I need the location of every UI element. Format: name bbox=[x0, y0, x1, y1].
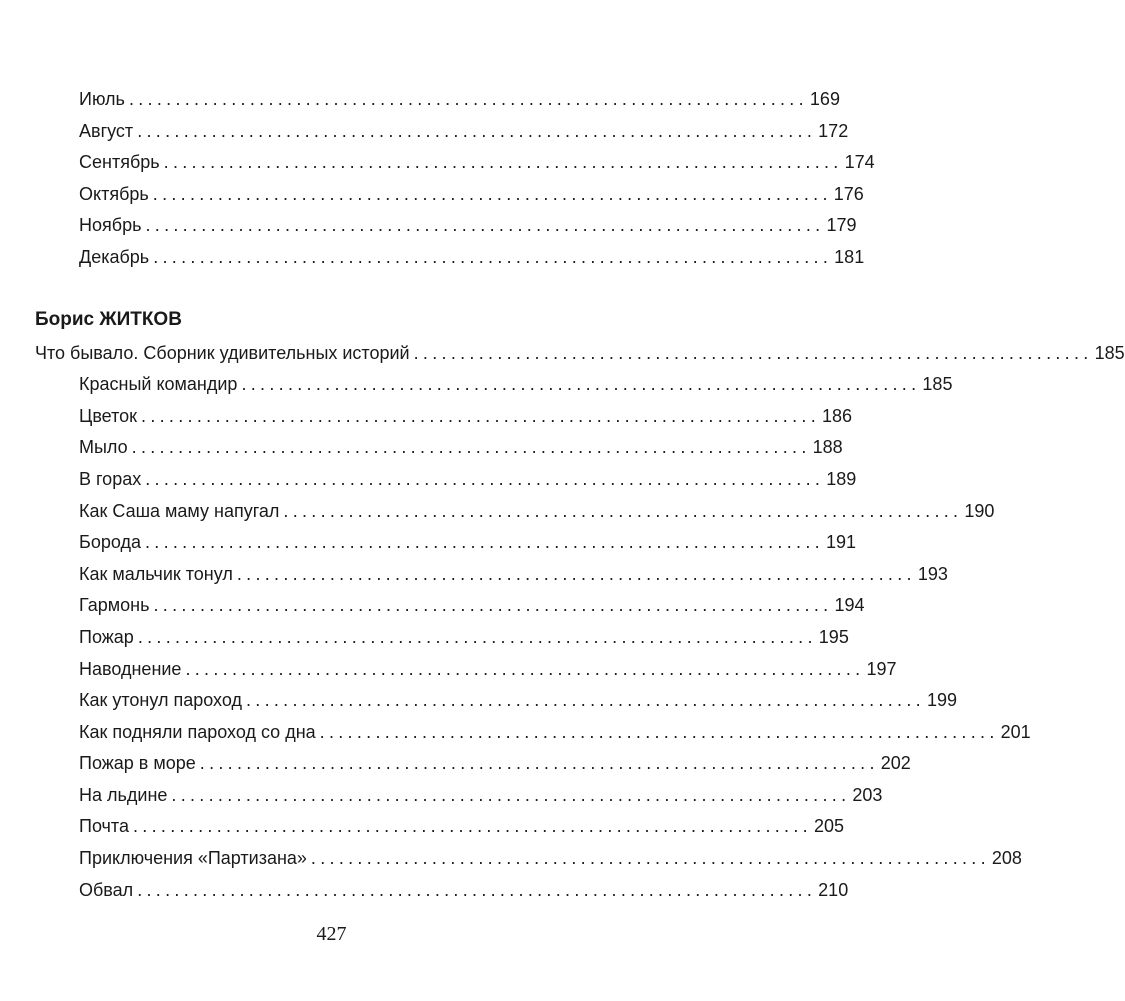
toc-entry-page: 201 bbox=[1000, 722, 1031, 742]
dot-leader: ......................................................................... bbox=[132, 816, 812, 836]
toc-entry-title: Что бывало. Сборник удивительных историй bbox=[35, 343, 410, 363]
page-number: 427 bbox=[316, 923, 347, 945]
toc-entry-page: 208 bbox=[991, 848, 1022, 868]
toc-entry[interactable] bbox=[79, 370, 953, 398]
toc-entry-title: Как Саша маму напугал bbox=[79, 501, 280, 521]
toc-entry-page: 189 bbox=[826, 469, 857, 489]
toc-collection-entry[interactable] bbox=[35, 339, 1125, 367]
toc-entry-page: 202 bbox=[880, 753, 911, 773]
dot-leader: ......................................................................... bbox=[131, 437, 811, 457]
toc-entry[interactable] bbox=[79, 560, 948, 588]
dot-leader: ......................................................................... bbox=[163, 152, 843, 172]
dot-leader: ......................................................................... bbox=[153, 595, 833, 615]
dot-leader: ......................................................................... bbox=[171, 785, 851, 805]
dot-leader: ......................................................................... bbox=[145, 469, 825, 489]
toc-entry-page: 203 bbox=[852, 785, 883, 805]
toc-entry[interactable] bbox=[79, 686, 957, 714]
toc-entry-title: Почта bbox=[79, 816, 129, 836]
toc-entry[interactable] bbox=[79, 528, 856, 556]
toc-entry[interactable] bbox=[79, 433, 843, 461]
toc-entry-page: 197 bbox=[866, 659, 897, 679]
toc-entry[interactable] bbox=[79, 718, 1031, 746]
toc-entry-title: Гармонь bbox=[79, 595, 150, 615]
toc-entry-title: На льдине bbox=[79, 785, 168, 805]
toc-entry[interactable] bbox=[79, 117, 849, 145]
toc-entry[interactable] bbox=[79, 465, 857, 493]
toc-entry[interactable] bbox=[79, 844, 1022, 872]
toc-entry-title: Обвал bbox=[79, 880, 134, 900]
toc-entry[interactable] bbox=[79, 402, 853, 430]
toc-entry-title: В горах bbox=[79, 469, 142, 489]
toc-entry-page: 195 bbox=[818, 627, 849, 647]
toc-entry[interactable] bbox=[79, 148, 875, 176]
toc-entry-title: Декабрь bbox=[79, 247, 150, 267]
toc-entry-page: 181 bbox=[834, 247, 865, 267]
dot-leader: ......................................................................... bbox=[137, 627, 817, 647]
dot-leader: ......................................................................... bbox=[241, 374, 921, 394]
toc-entry-title: Приключения «Партизана» bbox=[79, 848, 307, 868]
toc-entry[interactable] bbox=[79, 85, 840, 113]
toc-entry-page: 185 bbox=[922, 374, 953, 394]
toc-entry[interactable] bbox=[79, 211, 857, 239]
dot-leader: ......................................................................... bbox=[245, 690, 925, 710]
toc-entry[interactable] bbox=[79, 749, 911, 777]
toc-entry-page: 179 bbox=[826, 215, 857, 235]
toc-entry-page: 185 bbox=[1094, 343, 1125, 363]
toc-entry-page: 176 bbox=[833, 184, 864, 204]
toc-entry-title: Как утонул пароход bbox=[79, 690, 242, 710]
dot-leader: ......................................................................... bbox=[137, 880, 817, 900]
toc-entry-page: 190 bbox=[964, 501, 995, 521]
toc-entry-page: 205 bbox=[813, 816, 845, 836]
dot-leader: ......................................................................... bbox=[413, 343, 1093, 363]
toc-entry-page: 193 bbox=[917, 564, 948, 584]
dot-leader: ......................................................................... bbox=[199, 753, 879, 773]
dot-leader: ......................................................................... bbox=[283, 501, 963, 521]
dot-leader: ......................................................................... bbox=[152, 184, 832, 204]
toc-entry-page: 191 bbox=[825, 532, 856, 552]
toc-entry-title: Сентябрь bbox=[79, 152, 160, 172]
toc-entry[interactable] bbox=[79, 812, 845, 840]
toc-entry-page: 210 bbox=[818, 880, 849, 900]
dot-leader: ......................................................................... bbox=[141, 406, 821, 426]
dot-leader: ......................................................................... bbox=[144, 532, 824, 552]
toc-entry-title: Пожар в море bbox=[79, 753, 196, 773]
toc-entry-title: Ноябрь bbox=[79, 215, 142, 235]
toc-entry[interactable] bbox=[79, 591, 865, 619]
toc-entry-page: 186 bbox=[822, 406, 853, 426]
dot-leader: ......................................................................... bbox=[137, 121, 817, 141]
toc-entry-page: 172 bbox=[818, 121, 849, 141]
toc-entry-title: Пожар bbox=[79, 627, 134, 647]
toc-entry-page: 188 bbox=[812, 437, 843, 457]
toc-entry-page: 169 bbox=[809, 89, 840, 109]
toc-entry-title: Наводнение bbox=[79, 659, 182, 679]
dot-leader: ......................................................................... bbox=[185, 659, 865, 679]
toc-entry-title: Как мальчик тонул bbox=[79, 564, 233, 584]
toc-entry-title: Борода bbox=[79, 532, 141, 552]
toc-entry-page: 174 bbox=[844, 152, 875, 172]
toc-entry-page: 194 bbox=[834, 595, 865, 615]
toc-entry-page: 199 bbox=[926, 690, 957, 710]
dot-leader: ......................................................................... bbox=[319, 722, 999, 742]
toc-entry-title: Октябрь bbox=[79, 184, 149, 204]
dot-leader: ......................................................................... bbox=[128, 89, 808, 109]
dot-leader: ......................................................................... bbox=[153, 247, 833, 267]
toc-entry[interactable] bbox=[79, 497, 995, 525]
dot-leader: ......................................................................... bbox=[310, 848, 990, 868]
toc-entry-title: Август bbox=[79, 121, 134, 141]
toc-entry[interactable] bbox=[79, 243, 865, 271]
toc-entry[interactable] bbox=[79, 180, 864, 208]
toc-entry[interactable] bbox=[79, 623, 849, 651]
toc-entry[interactable] bbox=[79, 876, 849, 904]
dot-leader: ......................................................................... bbox=[236, 564, 916, 584]
toc-entry-title: Красный командир bbox=[79, 374, 238, 394]
dot-leader: ......................................................................... bbox=[145, 215, 825, 235]
author-heading: Борис ЖИТКОВ bbox=[35, 309, 182, 330]
toc-entry-title: Июль bbox=[79, 89, 125, 109]
toc-entry[interactable] bbox=[79, 781, 883, 809]
toc-entry[interactable] bbox=[79, 655, 897, 683]
toc-entry-title: Мыло bbox=[79, 437, 128, 457]
toc-entry-title: Цветок bbox=[79, 406, 138, 426]
toc-entry-title: Как подняли пароход со дна bbox=[79, 722, 316, 742]
